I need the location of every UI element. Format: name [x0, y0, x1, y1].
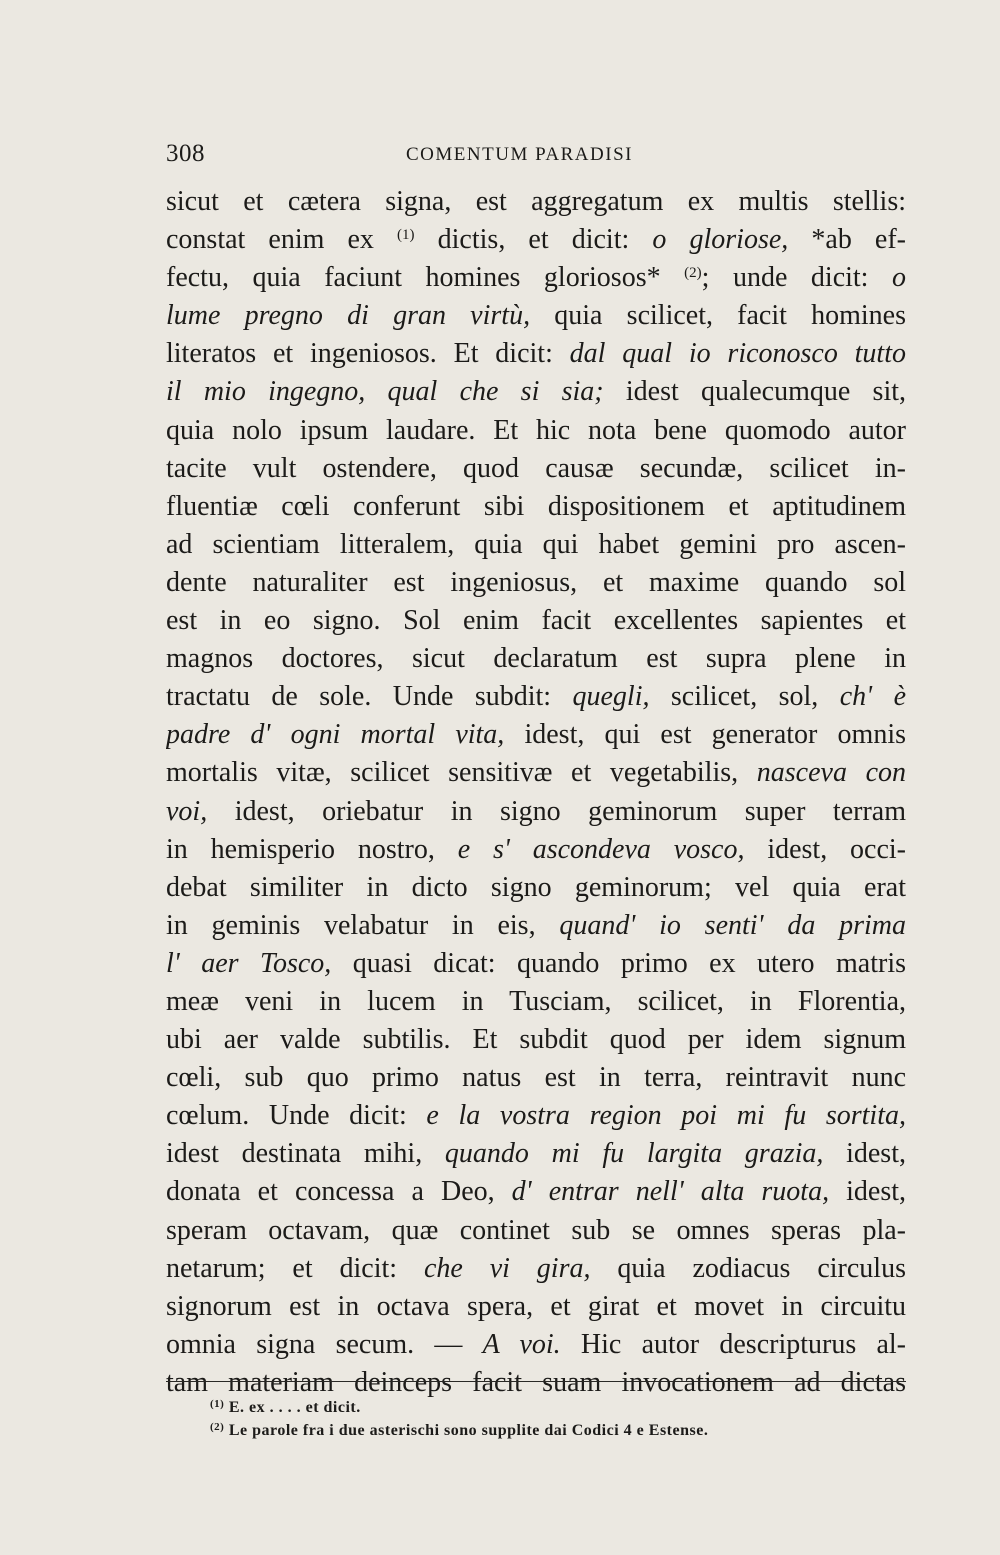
text-line	[166, 335, 906, 373]
text-run: debat similiter in dicto signo geminorum; vel quia erat	[166, 871, 906, 903]
footnote-reference: (2)	[684, 265, 702, 282]
text-line	[166, 1021, 906, 1059]
text-run: fluentiæ cœli conferunt sibi dispositionem et aptitudinem	[166, 490, 906, 522]
text-run: dente naturaliter est ingeniosus, et maxime quando sol	[166, 566, 906, 598]
text-line	[166, 640, 906, 678]
text-run: signorum est in octava spera, et girat et movet in circuitu	[166, 1290, 906, 1322]
text-run: idest destinata mihi,	[166, 1138, 445, 1170]
text-line	[166, 983, 906, 1021]
italic-quote: quegli,	[572, 681, 650, 713]
text-run: idest, occi-	[744, 833, 906, 865]
footnote-reference: (1)	[397, 227, 415, 244]
text-run: ; unde dicit:	[701, 262, 892, 294]
text-line	[166, 488, 906, 526]
text-run: literatos et ingeniosos. Et dicit:	[166, 338, 570, 370]
italic-quote: l' aer Tosco,	[166, 947, 332, 979]
footnote-mark: (2)	[210, 1421, 225, 1433]
footnote	[210, 1396, 910, 1419]
text-run: donata et concessa a Deo,	[166, 1176, 512, 1208]
text-run: ubi aer valde subtilis. Et subdit quod per idem signum	[166, 1024, 906, 1056]
text-run: netarum; et dicit:	[166, 1252, 424, 1284]
text-run: mortalis vitæ, scilicet sensitivæ et vegetabilis,	[166, 757, 757, 789]
text-run: sicut et cætera signa, est aggregatum ex multis stellis:	[166, 186, 906, 217]
italic-quote: d' entrar nell' alta ruota,	[511, 1176, 830, 1208]
italic-quote: che vi gira,	[423, 1252, 591, 1284]
text-run: idest qualecumque sit,	[603, 376, 906, 408]
text-run: cœlum. Unde dicit:	[166, 1100, 427, 1132]
italic-quote: o gloriose,	[652, 224, 789, 256]
text-line	[166, 678, 906, 716]
text-line	[166, 754, 906, 792]
italic-quote: e la vostra region poi mi fu sortita,	[426, 1100, 906, 1132]
text-line	[166, 412, 906, 450]
text-line	[166, 1097, 906, 1135]
text-line	[166, 602, 906, 640]
text-line	[166, 373, 906, 411]
italic-quote: e s' ascondeva vosco,	[457, 833, 745, 865]
text-line	[166, 297, 906, 335]
text-run: fectu, quia faciunt homines gloriosos*	[166, 262, 685, 294]
text-run: speram octavam, quæ continet sub se omnes speras pla-	[166, 1214, 906, 1246]
text-line	[166, 1250, 906, 1288]
text-line	[166, 526, 906, 564]
text-run: in geminis velabatur in eis,	[166, 909, 560, 941]
page-number: 308	[166, 140, 205, 167]
text-line	[166, 716, 906, 754]
italic-quote: voi,	[166, 795, 208, 827]
text-run: omnia signa secum. —	[166, 1328, 483, 1360]
text-run: tractatu de sole. Unde subdit:	[166, 681, 573, 713]
text-line	[166, 1288, 906, 1326]
text-line	[166, 945, 906, 983]
text-run: quia scilicet, facit homines	[530, 300, 906, 332]
text-line	[166, 564, 906, 602]
text-run: tacite vult ostendere, quod causæ secundæ, scilicet in-	[166, 452, 906, 484]
text-line	[166, 1173, 906, 1211]
text-line	[166, 1326, 906, 1364]
italic-quote: dal qual io riconosco tutto	[569, 338, 906, 370]
text-run: quia nolo ipsum laudare. Et hic nota bene quomodo autor	[166, 414, 906, 446]
italic-quote: il mio ingegno, qual che si sia;	[166, 376, 604, 408]
footnotes	[210, 1396, 910, 1442]
text-line	[166, 221, 906, 259]
italic-quote: nasceva con	[756, 757, 906, 789]
text-run: ad scientiam litteralem, quia qui habet gemini pro ascen-	[166, 528, 906, 560]
text-run: idest, qui est generator omnis	[504, 719, 906, 751]
body-text	[166, 183, 906, 1402]
text-run: constat enim ex	[166, 224, 398, 256]
italic-quote: padre d' ogni mortal vita,	[166, 719, 505, 751]
text-run: Hic autor descripturus al-	[560, 1328, 906, 1360]
text-run: scilicet, sol,	[649, 681, 840, 713]
italic-quote: lume pregno di gran virtù,	[166, 300, 531, 332]
text-run: magnos doctores, sicut declaratum est supra plene in	[166, 643, 906, 675]
footnote-text: Le parole fra i due asterischi sono supplite dai Codici 4 e Estense.	[224, 1422, 709, 1439]
text-line	[166, 1135, 906, 1173]
text-run: *ab ef-	[788, 224, 906, 256]
italic-quote: quand' io senti' da prima	[559, 909, 906, 941]
text-run: quia zodiacus circulus	[590, 1252, 906, 1284]
text-line	[166, 907, 906, 945]
text-line	[166, 1212, 906, 1250]
footnote-rule	[166, 1381, 906, 1382]
footnote-text: E. ex . . . . et dicit.	[224, 1399, 361, 1416]
text-run: meæ veni in lucem in Tusciam, scilicet, in Florentia,	[166, 985, 906, 1017]
italic-quote: ch' è	[839, 681, 906, 713]
text-line	[166, 793, 906, 831]
italic-quote: quando mi fu largita grazia,	[444, 1138, 824, 1170]
footnote-mark: (1)	[210, 1398, 225, 1410]
text-line	[166, 259, 906, 297]
text-run: est in eo signo. Sol enim facit excellentes sapientes et	[166, 605, 906, 637]
text-line	[166, 450, 906, 488]
text-line	[166, 1059, 906, 1097]
page-header	[166, 140, 906, 174]
footnote	[210, 1419, 910, 1442]
text-run: in hemisperio nostro,	[166, 833, 458, 865]
text-run: tam materiam deinceps facit suam invocationem ad dictas	[166, 1366, 906, 1398]
text-run: idest,	[823, 1138, 906, 1170]
text-line	[166, 183, 906, 221]
italic-quote: A voi.	[482, 1328, 561, 1360]
text-line	[166, 831, 906, 869]
text-run: cœli, sub quo primo natus est in terra, reintravit nunc	[166, 1062, 906, 1094]
italic-quote: o	[892, 262, 906, 294]
text-run: dictis, et dicit:	[414, 224, 653, 256]
text-run: idest, oriebatur in signo geminorum super terram	[207, 795, 906, 827]
text-run: quasi dicat: quando primo ex utero matris	[331, 947, 906, 979]
running-title: COMENTUM PARADISI	[406, 144, 633, 165]
text-line	[166, 869, 906, 907]
text-run: idest,	[829, 1176, 906, 1208]
